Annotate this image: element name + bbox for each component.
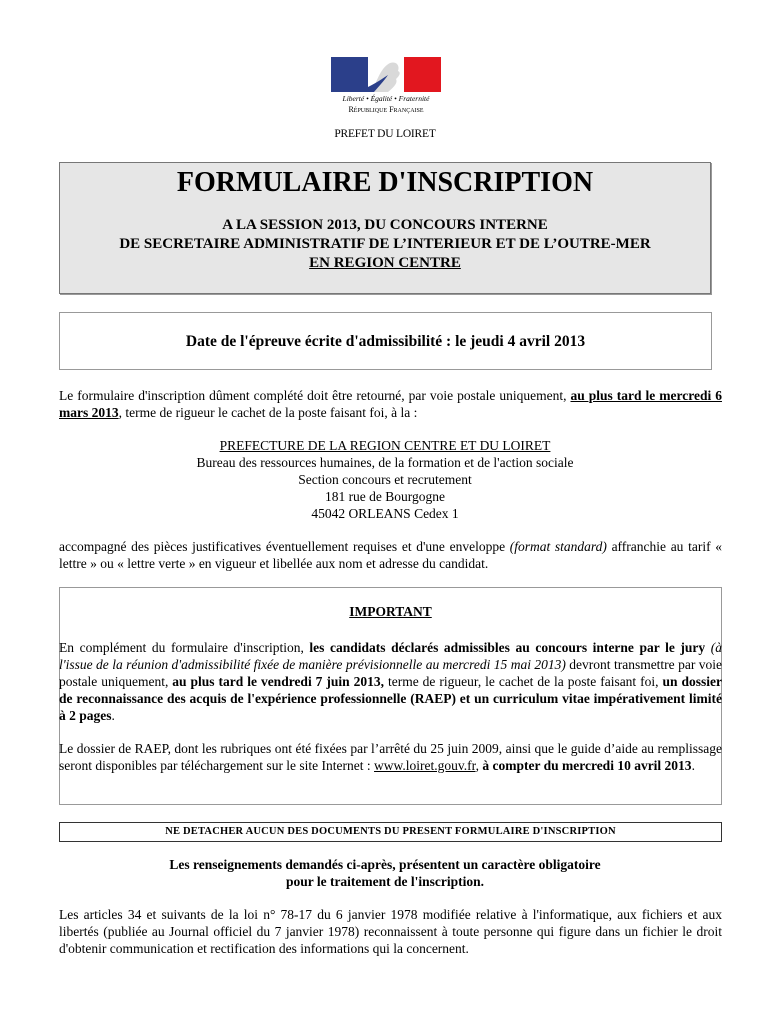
mandatory-line-1: Les renseignements demandés ci-après, présentent un caractère obligatoire <box>169 857 601 872</box>
accompany-text-end: affranchie au tarif « lettre » ou « lettre verte » en vigueur et libellée aux nom et adresse du candidat. <box>59 539 722 571</box>
admissible-candidates: les candidats déclarés admissibles au concours interne par le jury <box>309 640 706 655</box>
subtitle-region: EN REGION CENTRE <box>309 255 461 271</box>
address-prefecture: PREFECTURE DE LA REGION CENTRE ET DU LOIRET <box>219 438 551 453</box>
text: En complément du formulaire d'inscription, <box>59 640 310 655</box>
intro-paragraph <box>59 387 722 421</box>
important-title: IMPORTANT <box>349 604 432 619</box>
availability-date: à compter du mercredi 10 avril 2013 <box>482 758 692 773</box>
text: . <box>111 708 115 723</box>
warning-text: NE DETACHER AUCUN DES DOCUMENTS DU PRESENT FORMULAIRE D'INSCRIPTION <box>165 826 616 837</box>
subtitle-concours: DE SECRETAIRE ADMINISTRATIF DE L’INTERIEUR ET DE L’OUTRE-MER <box>119 236 651 252</box>
text: Le dossier de RAEP, dont les rubriques ont été fixées par l’arrêté du 25 juin 2009, ainsi que le guide d’aide au remplissage seront disponibles par téléchargement sur le site Internet : <box>59 741 722 773</box>
raep-requirement: un dossier de reconnaissance des acquis de l'expérience professionnelle (RAEP) et un curriculum vitae impérativement limité à 2 pages <box>59 674 722 723</box>
accompany-paragraph <box>59 538 722 572</box>
text: terme de rigueur, le cachet de la poste faisant foi, <box>384 674 663 689</box>
form-title: FORMULAIRE D'INSCRIPTION <box>176 167 594 198</box>
warning-box <box>59 822 722 842</box>
important-paragraph-1 <box>59 639 722 724</box>
loiret-website-link[interactable]: www.loiret.gouv.fr <box>374 758 476 773</box>
cnil-paragraph: Les articles 34 et suivants de la loi n° 78-17 du 6 janvier 1978 modifiée relative à l'informatique, aux fichiers et aux libertés (publiée au Journal officiel du 7 janvier 1978) reconnaissent à toute personne qui figure dans un fichier le droit d'obtenir communication et rectification des informations qui la concernent. <box>59 907 722 956</box>
deadline-date: au plus tard le mercredi 6 mars 2013 <box>59 388 722 420</box>
address-street: 181 rue de Bourgogne <box>324 489 446 504</box>
intro-text: Le formulaire d'inscription dûment complété doit être retourné, par voie postale uniquement, <box>59 388 571 403</box>
text: devront transmettre par voie postale uniquement, <box>59 657 722 689</box>
exam-date: Date de l'épreuve écrite d'admissibilité : le jeudi 4 avril 2013 <box>185 333 586 350</box>
mandatory-line-2: pour le traitement de l'inscription. <box>285 874 485 889</box>
intro-text-end: , terme de rigueur le cachet de la poste faisant foi, à la : <box>118 405 418 420</box>
subtitle-session: A LA SESSION 2013, DU CONCOURS INTERNE <box>222 217 548 233</box>
address-city: 45042 ORLEANS Cedex 1 <box>311 506 459 521</box>
text: . <box>691 758 695 773</box>
accompany-text: accompagné des pièces justificatives éventuellement requises et d'une enveloppe <box>59 539 510 554</box>
admissibility-meeting-note: (à l'issue de la réunion d'admissibilité fixée de manière prévisionnelle au mercredi 15 mai 2013) <box>59 640 723 672</box>
republique-francaise-logo <box>331 57 441 121</box>
address-bureau: Bureau des ressources humaines, de la formation et de l'action sociale <box>196 455 574 470</box>
motto: Liberté • Égalité • Fraternité <box>342 94 430 103</box>
marianne-flag-icon <box>331 57 441 92</box>
raep-deadline: au plus tard le vendredi 7 juin 2013, <box>172 674 384 689</box>
important-paragraph-2 <box>59 740 722 774</box>
exam-date-box <box>59 312 712 370</box>
republique-label: République Française <box>348 105 424 114</box>
format-standard: (format standard) <box>509 539 607 554</box>
address-section: Section concours et recrutement <box>298 472 472 487</box>
prefet-label: PREFET DU LOIRET <box>334 128 436 140</box>
title-box <box>59 162 711 294</box>
text: , <box>475 758 483 773</box>
